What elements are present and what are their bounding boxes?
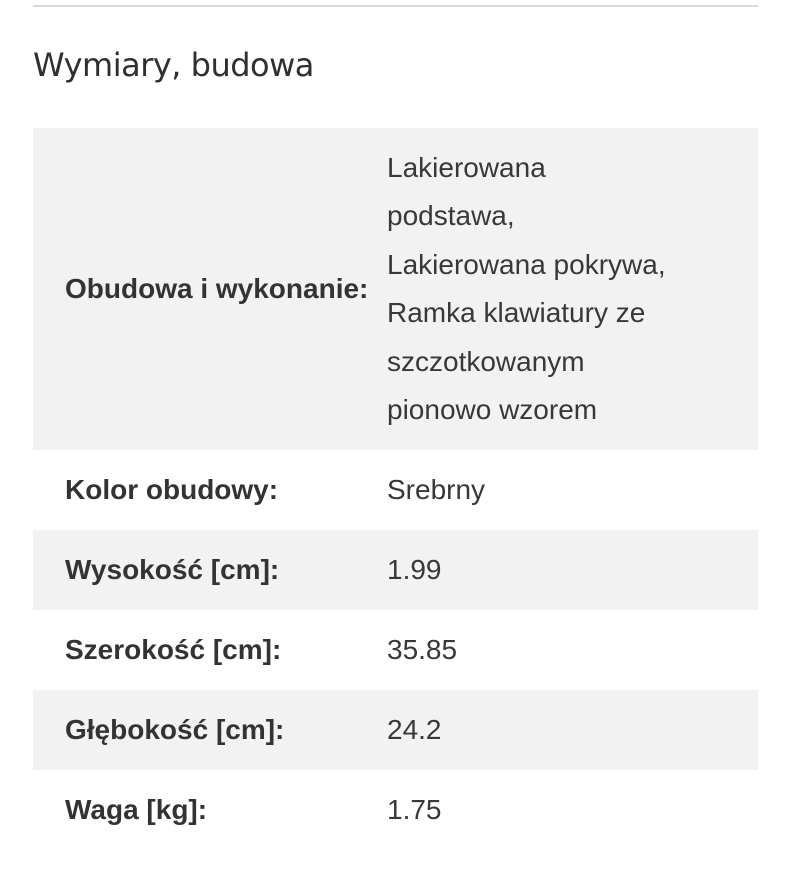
spec-value-color: Srebrny xyxy=(387,473,486,505)
spec-value-line: pionowo wzorem xyxy=(387,394,598,425)
spec-value-height: 1.99 xyxy=(387,553,442,585)
spec-row-depth xyxy=(33,690,758,770)
spec-value-depth: 24.2 xyxy=(387,713,442,745)
spec-table xyxy=(33,128,758,850)
spec-label-height: Wysokość [cm]: xyxy=(65,554,280,585)
spec-label-weight: Waga [kg]: xyxy=(65,794,208,825)
spec-value-line: szczotkowanym xyxy=(387,345,585,377)
spec-row-height xyxy=(33,530,758,610)
spec-label-housing: Obudowa i wykonanie: xyxy=(65,273,369,304)
section-divider xyxy=(33,5,758,7)
spec-row-housing xyxy=(33,128,758,450)
spec-label-color: Kolor obudowy: xyxy=(65,474,279,505)
spec-value-line: Ramka klawiatury ze xyxy=(387,297,646,328)
spec-value-line: podstawa, xyxy=(387,200,515,231)
spec-row-color xyxy=(33,450,758,530)
spec-value-weight: 1.75 xyxy=(387,793,442,825)
spec-label-depth: Głębokość [cm]: xyxy=(65,714,285,745)
spec-value-line: Lakierowana pokrywa, xyxy=(387,248,666,280)
spec-label-width: Szerokość [cm]: xyxy=(65,634,282,665)
spec-row-width xyxy=(33,610,758,690)
spec-value-housing xyxy=(387,144,758,435)
spec-value-line: Lakierowana xyxy=(387,151,546,183)
spec-row-weight xyxy=(33,770,758,850)
spec-value-width: 35.85 xyxy=(387,633,458,665)
section-title: Wymiary, budowa xyxy=(33,46,314,84)
